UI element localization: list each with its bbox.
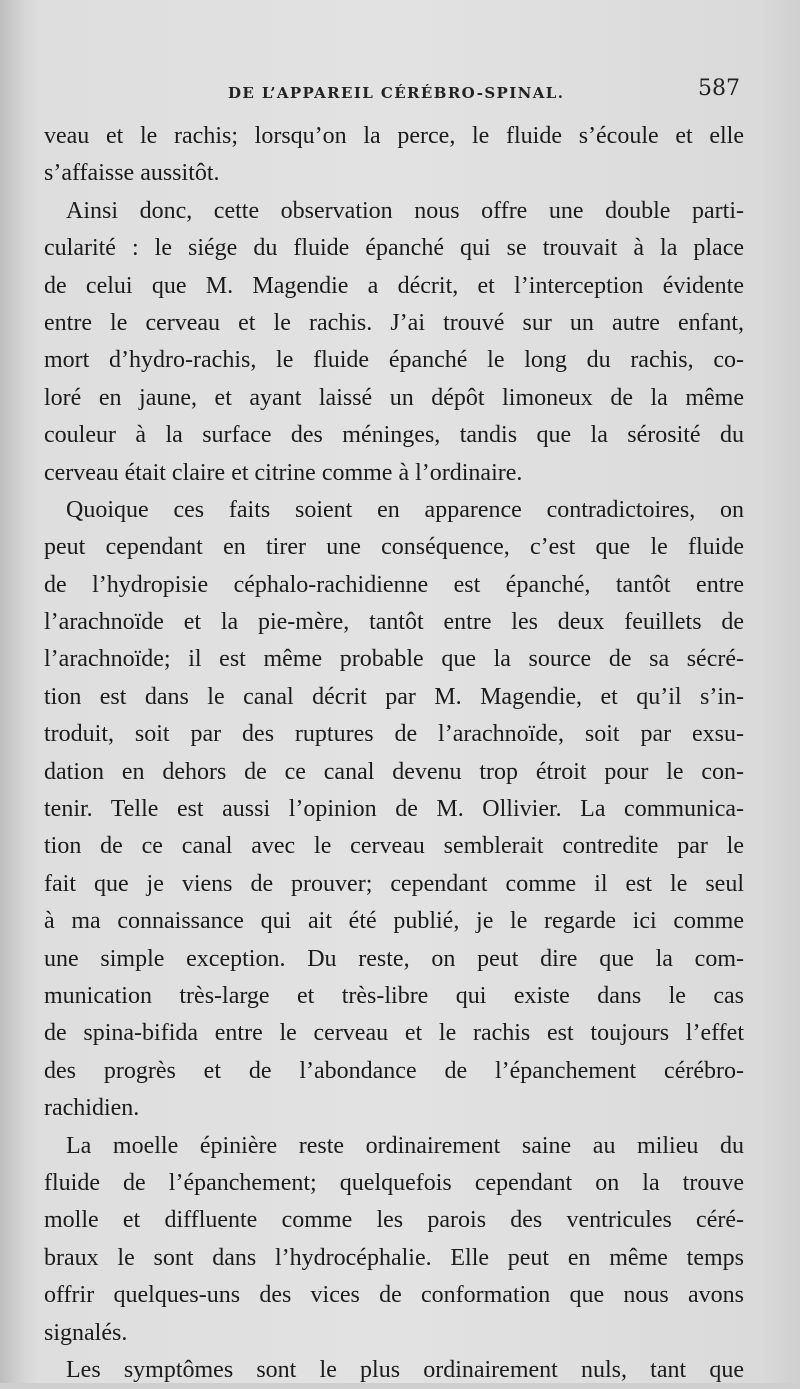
- body-text: [44, 118, 744, 1389]
- text-line: Ainsi donc, cette observation nous offre une double parti-: [66, 197, 744, 224]
- text-line: une simple exception. Du reste, on peut dire que la com-: [44, 945, 744, 972]
- text-line: de l’hydropisie céphalo-rachidienne est épanché, tantôt entre: [44, 571, 744, 598]
- text-line: mort d’hydro-rachis, le fluide épanché le long du rachis, co-: [44, 347, 744, 374]
- text-line: troduit, soit par des ruptures de l’arachnoïde, soit par exsu-: [44, 721, 744, 748]
- running-head: [160, 76, 740, 108]
- text-line: entre le cerveau et le rachis. J’ai trouvé sur un autre enfant,: [44, 309, 744, 336]
- running-title: DE L’APPAREIL CÉRÉBRO-SPINAL.: [228, 84, 565, 102]
- text-line: s’affaisse aussitôt.: [44, 160, 220, 187]
- text-line: Les symptômes sont le plus ordinairement nuls, tant que: [66, 1356, 744, 1383]
- text-line: dation en dehors de ce canal devenu trop étroit pour le con-: [44, 758, 744, 785]
- text-line: munication très-large et très-libre qui existe dans le cas: [44, 982, 744, 1009]
- text-line: cerveau était claire et citrine comme à l’ordinaire.: [44, 459, 523, 486]
- text-line: cularité : le siége du fluide épanché qui se trouvait à la place: [44, 235, 744, 262]
- text-line: tenir. Telle est aussi l’opinion de M. Ollivier. La communica-: [44, 796, 744, 823]
- text-line: rachidien.: [44, 1095, 140, 1122]
- text-line: à ma connaissance qui ait été publié, je le regarde ici comme: [44, 908, 744, 935]
- text-line: fluide de l’épanchement; quelquefois cependant on la trouve: [44, 1169, 744, 1196]
- text-line: peut cependant en tirer une conséquence, c’est que le fluide: [44, 534, 744, 561]
- text-line: l’arachnoïde; il est même probable que la source de sa sécré-: [44, 646, 744, 673]
- text-line: loré en jaune, et ayant laissé un dépôt limoneux de la même: [44, 384, 744, 411]
- text-line: l’arachnoïde et la pie-mère, tantôt entre les deux feuillets de: [44, 609, 744, 636]
- text-line: de spina-bifida entre le cerveau et le rachis est toujours l’effet: [44, 1020, 744, 1047]
- text-line: tion est dans le canal décrit par M. Magendie, et qu’il s’in-: [44, 683, 744, 710]
- text-line: couleur à la surface des méninges, tandis que la sérosité du: [44, 422, 744, 449]
- text-line: tion de ce canal avec le cerveau semblerait contredite par le: [44, 833, 744, 860]
- text-line: fait que je viens de prouver; cependant comme il est le seul: [44, 870, 744, 897]
- text-line: Quoique ces faits soient en apparence contradictoires, on: [66, 496, 744, 523]
- text-line: de celui que M. Magendie a décrit, et l’interception évidente: [44, 272, 744, 299]
- text-line: offrir quelques-uns des vices de conformation que nous avons: [44, 1282, 744, 1309]
- page-number: 587: [698, 76, 740, 101]
- text-line: molle et diffluente comme les parois des ventricules céré-: [44, 1207, 744, 1234]
- text-line: veau et le rachis; lorsqu’on la perce, le fluide s’écoule et elle: [44, 123, 744, 149]
- text-line: signalés.: [44, 1319, 128, 1346]
- text-line: des progrès et de l’abondance de l’épanchement cérébro-: [44, 1057, 744, 1084]
- text-line: braux le sont dans l’hydrocéphalie. Elle peut en même temps: [44, 1244, 744, 1271]
- text-line: La moelle épinière reste ordinairement saine au milieu du: [66, 1132, 744, 1159]
